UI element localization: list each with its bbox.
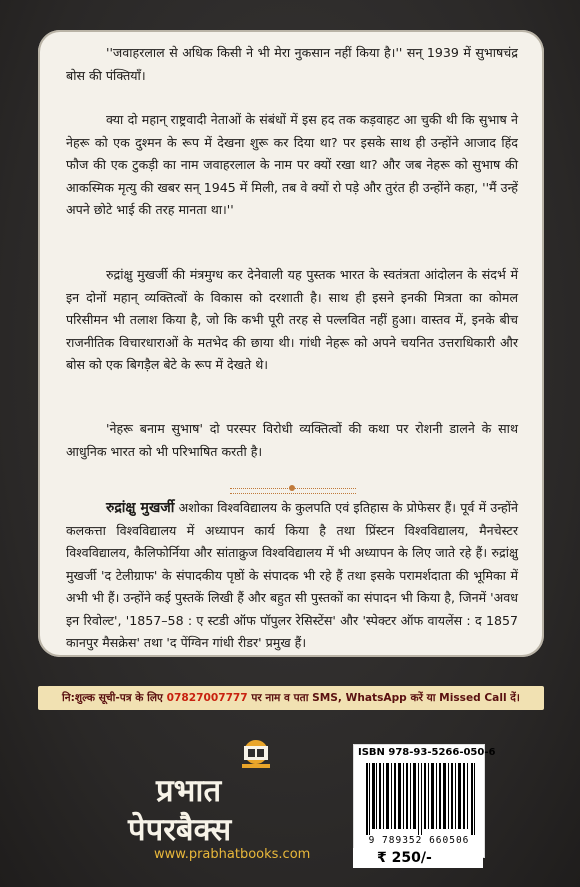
- isbn-barcode: [353, 744, 496, 858]
- publisher-name-line1: प्रभात: [156, 773, 222, 809]
- catalog-promo-banner: नि:शुल्क सूची-पत्र के लिए 07827007777 पर नाम व पता SMS, WhatsApp करें या Missed Call दें।: [38, 686, 544, 710]
- ean-number: 9 789352 660506: [368, 835, 470, 846]
- book-lamp-icon: [236, 738, 276, 774]
- price-label: ₹ 250/-: [353, 848, 483, 868]
- author-name: रुद्रांक्षु मुखर्जी: [106, 500, 175, 516]
- promo-phone: 07827007777: [166, 692, 248, 704]
- blurb-quote: ''जवाहरलाल से अधिक किसी ने भी मेरा नुकसान नहीं किया है।'' सन् 1939 में सुभाषचंद्र बोस की पंक्तियाँ।: [66, 45, 518, 83]
- ornament-divider: [230, 488, 356, 494]
- blurb-paragraph-2: रुद्रांक्षु मुखर्जी की मंत्रमुग्ध कर देनेवाली यह पुस्तक भारत के स्वतंत्रता आंदोलन के संदर्भ में इन दोनों महान् व्यक्तित्वों के विकास को दरशाती है। साथ ही इसने इनकी मित्रता का कोमल परिसीमन भी तलाश किया है, जो कि कभी पूरी तरह से पल्लवित नहीं हुआ। वास्तव में, इनके बीच राजनीतिक विचारधाराओं के मतभेद की छाया थी। गांधी नेहरू को अपने चयनित उत्तराधिकारी और बोस को एक बिगड़ैल बेटे के रूप में देखते थे।: [66, 267, 518, 372]
- barcode-bars: [366, 763, 476, 835]
- blurb-paragraph-3: 'नेहरू बनाम सुभाष' दो परस्पर विरोधी व्यक्तित्वों की कथा पर रोशनी डालने के साथ आधुनिक भारत को भी परिभाषित करती है।: [66, 421, 518, 459]
- publisher-name-line2: पेपरबैक्स: [128, 812, 232, 848]
- author-bio: रुद्रांक्षु मुखर्जी अशोका विश्वविद्यालय के कुलपति एवं इतिहास के प्रोफेसर हैं। पूर्व में उन्होंने कलकत्ता विश्वविद्यालय में अध्यापन कार्य किया है तथा प्रिंस्टन विश्वविद्यालय, मैनचेस्टर विश्वविद्यालय, कैलिफोर्निया और सांताक्रुज विश्वविद्यालय में भी अध्यापन के लिए जाते रहे हैं। रुद्रांक्षु मुखर्जी 'द टेलीग्राफ' के संपादकीय पृष्ठों के संपादक भी रहे हैं तथा इसके परामर्शदाता की भूमिका में अभी भी हैं। उन्होंने कई पुस्तकें लिखी हैं और बहुत सी पुस्तकों का संपादन भी किया है, जिनमें 'अवध इन रिवोल्ट', '1857–58 : ए स्टडी ऑफ पॉपुलर रेसिस्टेंस' और 'स्पेक्टर ऑफ वायलेंस : द 1857 कानपुर मैसक्रेस' तथा 'द पेंग्विन गांधी रीडर' प्रमुख हैं।: [66, 500, 518, 650]
- publisher-website[interactable]: www.prabhatbooks.com: [154, 847, 311, 862]
- isbn-label: ISBN 978-93-5266-050-6: [358, 747, 496, 758]
- blurb-paragraph-1: क्या दो महान् राष्ट्रवादी नेताओं के संबंधों में इस हद तक कड़वाहट आ चुकी थी कि सुभाष ने नेहरू को एक दुश्मन के रूप में देखना शुरू कर दिया था? पर इसके साथ ही उन्होंने आजाद हिंद फौज की एक टुकड़ी का नाम जवाहरलाल के नाम पर क्यों रखा था? और जब नेहरू को सुभाष की आकस्मिक मृत्यु की खबर सन् 1945 में मिली, तब वे क्यों रो पड़े और तुरंत ही उन्होंने कहा, ''मैं उन्हें अपने छोटे भाई की तरह मानता था।'': [66, 112, 518, 217]
